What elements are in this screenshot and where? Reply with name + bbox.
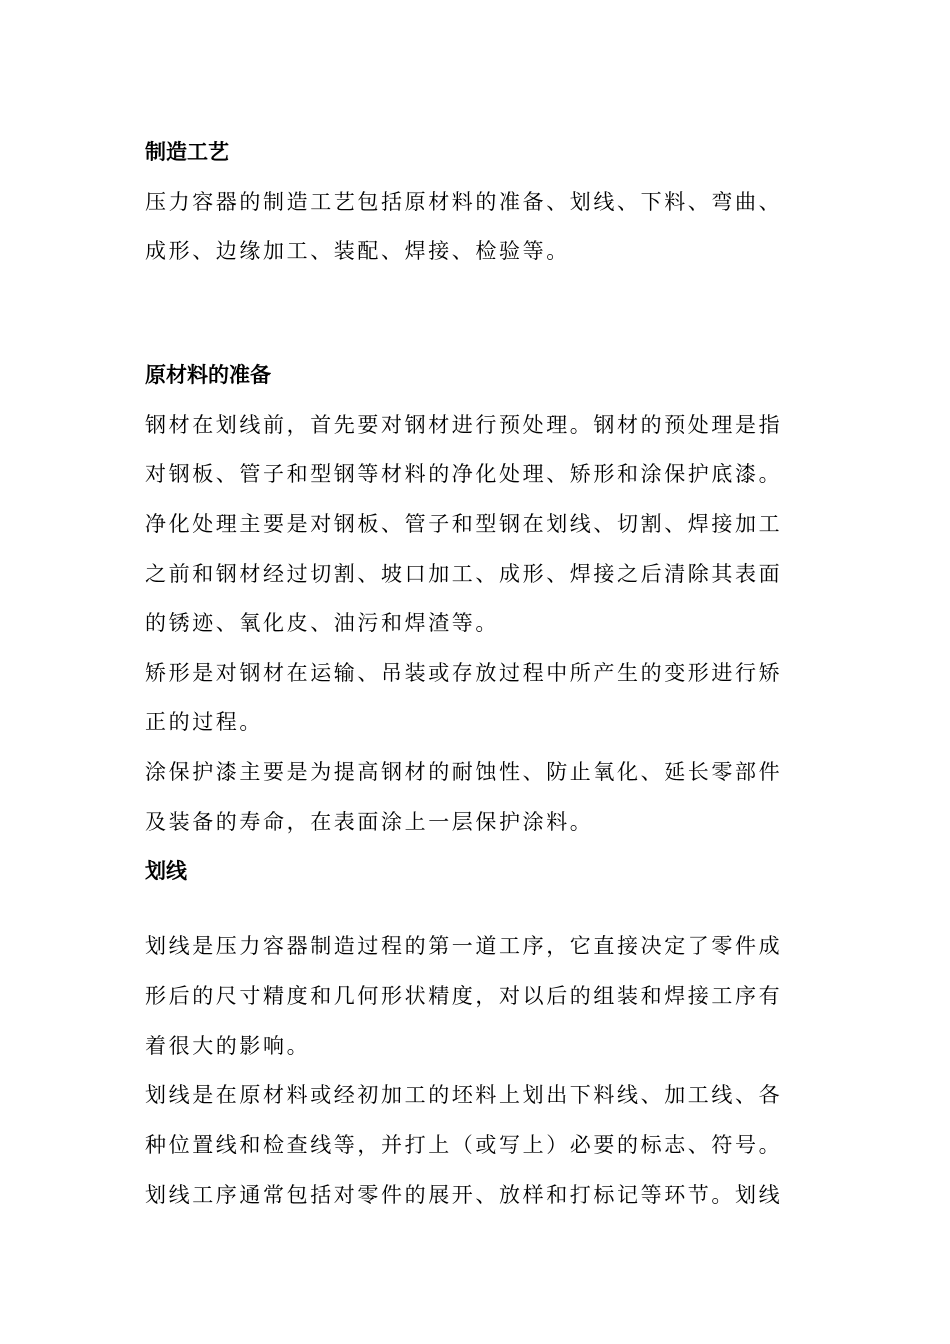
paragraph-line: 种位置线和检查线等，并打上（或写上）必要的标志、符号。	[145, 1133, 783, 1157]
paragraph-line: 涂保护漆主要是为提高钢材的耐蚀性、防止氧化、延长零部件	[145, 760, 783, 784]
paragraph-line: 净化处理主要是对钢板、管子和型钢在划线、切割、焊接加工	[145, 512, 783, 536]
paragraph-line: 矫形是对钢材在运输、吊装或存放过程中所产生的变形进行矫	[145, 661, 783, 685]
paragraph-line: 划线是压力容器制造过程的第一道工序，它直接决定了零件成	[145, 934, 783, 958]
paragraph-line: 正的过程。	[145, 710, 263, 734]
paragraph-line: 的锈迹、氧化皮、油污和焊渣等。	[145, 611, 499, 635]
paragraph-line: 钢材在划线前，首先要对钢材进行预处理。钢材的预处理是指	[145, 413, 783, 437]
paragraph-line: 成形、边缘加工、装配、焊接、检验等。	[145, 239, 570, 263]
paragraph-line: 及装备的寿命，在表面涂上一层保护涂料。	[145, 810, 594, 834]
paragraph-line: 之前和钢材经过切割、坡口加工、成形、焊接之后清除其表面	[145, 562, 783, 586]
paragraph-line: 压力容器的制造工艺包括原材料的准备、划线、下料、弯曲、	[145, 190, 783, 214]
section-heading-manufacturing-process: 制造工艺	[145, 140, 229, 164]
paragraph-line: 划线工序通常包括对零件的展开、放样和打标记等环节。划线	[145, 1183, 783, 1207]
paragraph-line: 着很大的影响。	[145, 1034, 311, 1058]
section-heading-material-preparation: 原材料的准备	[145, 363, 271, 387]
section-heading-marking: 划线	[145, 859, 187, 883]
paragraph-line: 形后的尺寸精度和几何形状精度，对以后的组装和焊接工序有	[145, 984, 783, 1008]
paragraph-line: 划线是在原材料或经初加工的坯料上划出下料线、加工线、各	[145, 1083, 783, 1107]
paragraph-line: 对钢板、管子和型钢等材料的净化处理、矫形和涂保护底漆。	[145, 462, 783, 486]
